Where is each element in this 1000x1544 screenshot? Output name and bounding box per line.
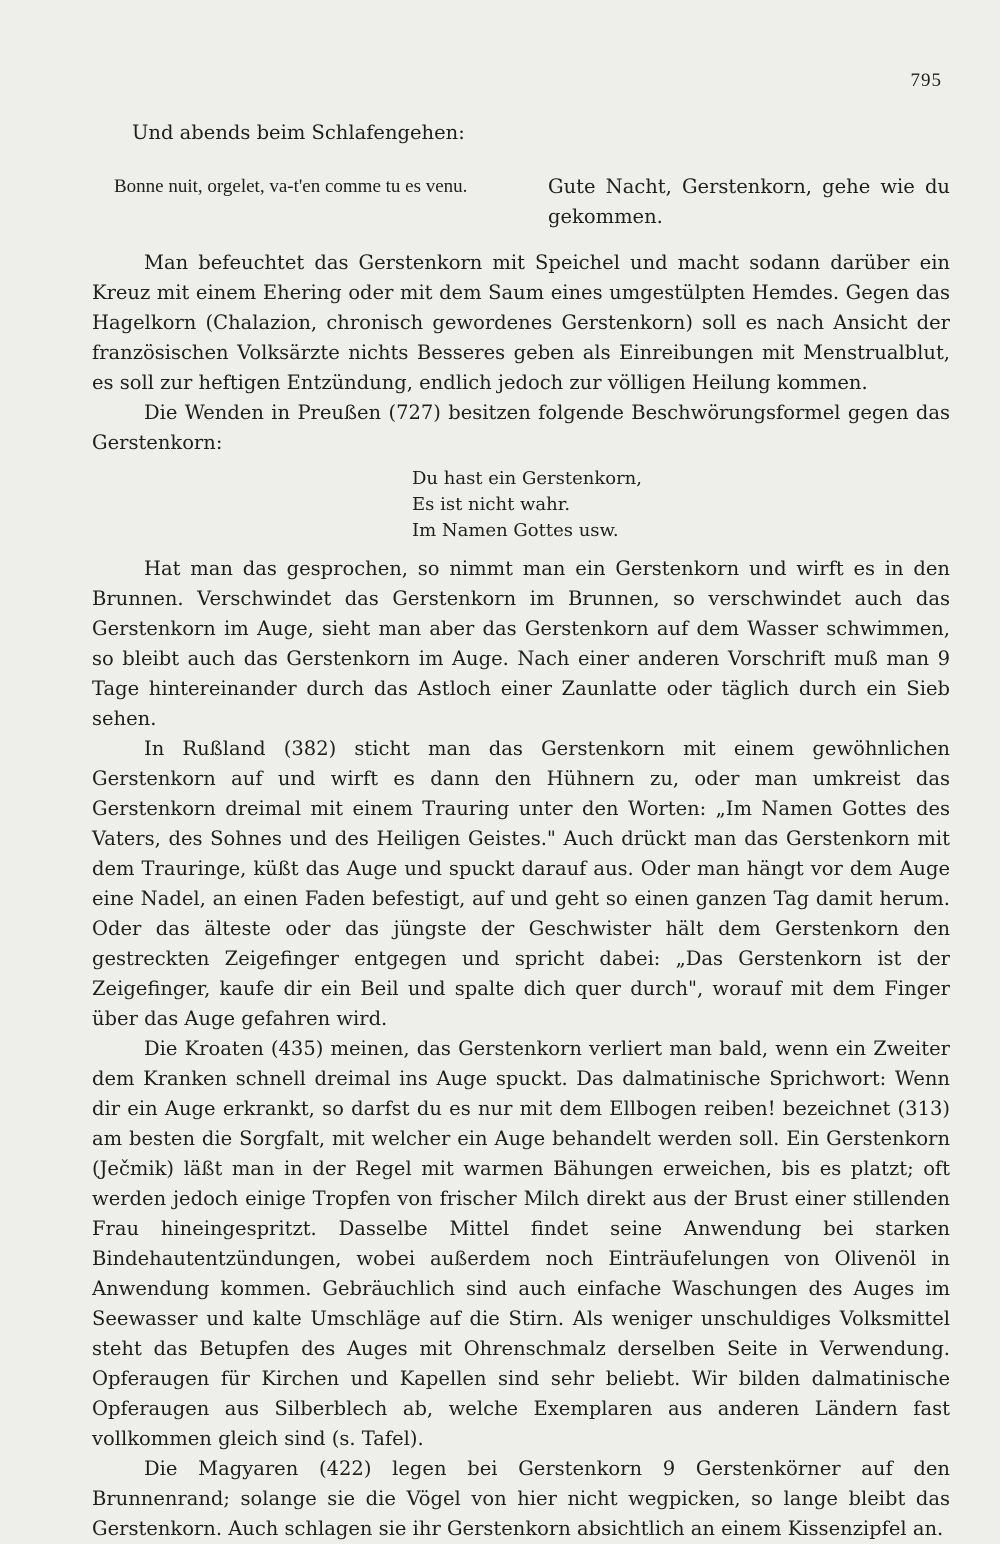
paragraph-4: In Rußland (382) sticht man das Gerstenkorn mit einem gewöhnlichen Gerstenkorn auf und wirft es dann den Hühnern zu, oder man umkreist das Gerstenkorn dreimal mit einem Trauring unter den Worten: „Im Namen Gottes des Vaters, des Sohnes und des Heiligen Geistes." Auch drückt man das Gerstenkorn mit dem Trauringe, küßt das Auge und spuckt darauf aus. Oder man hängt vor dem Auge eine Nadel, an einen Faden befestigt, auf und geht so einen ganzen Tag damit herum. Oder das älteste oder das jüngste der Geschwister hält dem Gerstenkorn den gestreckten Zeigefinger entgegen und spricht dabei: „Das Gerstenkorn ist der Zeigefinger, kaufe dir ein Beil und spalte dich quer durch", worauf mit dem Finger über das Auge gefahren wird.	[92, 737, 950, 1030]
paragraph-5: Die Kroaten (435) meinen, das Gerstenkorn verliert man bald, wenn ein Zweiter dem Kranken schnell dreimal ins Auge spuckt. Das dalmatinische Sprichwort: Wenn dir ein Auge erkrankt, so darfst du es nur mit dem Ellbogen reiben! bezeichnet (313) am besten die Sorgfalt, mit welcher ein Auge behandelt werden soll. Ein Gerstenkorn (Ječmik) läßt man in der Regel mit warmen Bähungen erweichen, bis es platzt; oft werden jedoch einige Tropfen von frischer Milch direkt aus der Brust einer stillenden Frau hineingespritzt. Dasselbe Mittel findet seine Anwendung bei starken Bindehautentzündungen, wobei außerdem noch Einträufelungen von Olivenöl in Anwendung kommen. Gebräuchlich sind auch einfache Waschungen des Auges im Seewasser und kalte Umschläge auf die Stirn. Als weniger unschuldiges Volksmittel steht das Betupfen des Auges mit Ohrenschmalz derselben Seite in Verwendung. Opferaugen für Kirchen und Kapellen sind sehr beliebt. Wir bilden dalmatinische Opferaugen aus Silberblech ab, welche Exemplaren aus anderen Ländern fast vollkommen gleich sind (s. Tafel).	[92, 1037, 950, 1450]
incantation-verse	[412, 466, 950, 544]
paragraph-3: Hat man das gesprochen, so nimmt man ein Gerstenkorn und wirft es in den Brunnen. Verschwindet das Gerstenkorn im Brunnen, so verschwindet auch das Gerstenkorn im Auge, sieht man aber das Gerstenkorn auf dem Wasser schwimmen, so bleibt auch das Gerstenkorn im Auge. Nach einer anderen Vorschrift muß man 9 Tage hintereinander durch das Astloch einer Zaunlatte oder täglich durch ein Sieb sehen.	[92, 557, 950, 730]
quote-columns	[92, 172, 950, 232]
intro-line: Und abends beim Schlafengehen:	[132, 121, 465, 144]
quote-french: Bonne nuit, orgelet, va-t'en comme tu es venu.	[114, 176, 468, 197]
paragraph-1: Man befeuchtet das Gerstenkorn mit Speichel und macht sodann darüber ein Kreuz mit einem Ehering oder mit dem Saum eines umgestülpten Hemdes. Gegen das Hagelkorn (Chalazion, chronisch gewordenes Gerstenkorn) soll es nach Ansicht der französischen Volksärzte nichts Besseres geben als Einreibungen mit Menstrualblut, es soll zur heftigen Entzündung, endlich jedoch zur völligen Heilung kommen.	[92, 251, 950, 394]
paragraph-6: Die Magyaren (422) legen bei Gerstenkorn 9 Gerstenkörner auf den Brunnenrand; solange sie die Vögel von hier nicht wegpicken, so lange bleibt das Gerstenkorn. Auch schlagen sie ihr Gerstenkorn absichtlich an einem Kissenzipfel an.	[92, 1457, 950, 1540]
page-body	[92, 118, 950, 1544]
verse-line-2: Es ist nicht wahr.	[412, 494, 571, 515]
verse-line-1: Du hast ein Gerstenkorn,	[412, 468, 643, 489]
page-number: 795	[910, 70, 942, 91]
verse-line-3: Im Namen Gottes usw.	[412, 520, 619, 541]
quote-german: Gute Nacht, Gerstenkorn, gehe wie du gekommen.	[548, 175, 950, 228]
paragraph-2: Die Wenden in Preußen (727) besitzen folgende Beschwörungsformel gegen das Gerstenkorn:	[92, 401, 950, 454]
